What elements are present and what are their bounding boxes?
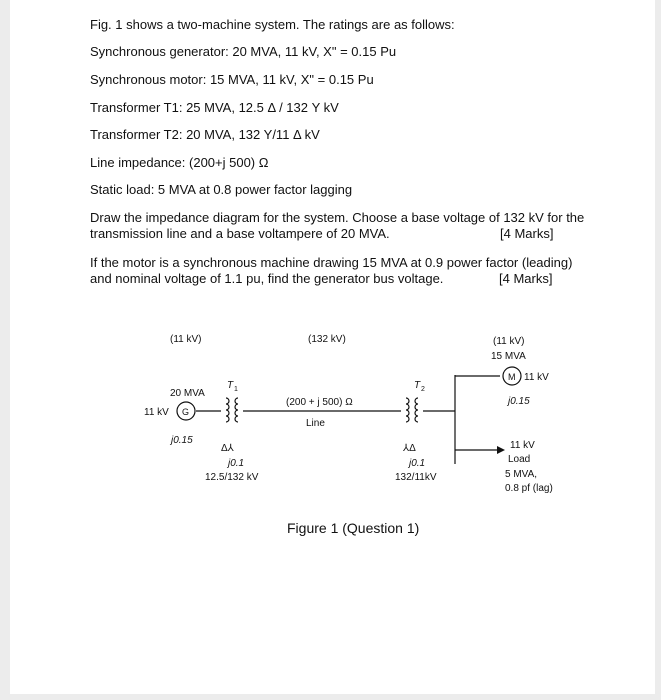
motor-rating: Synchronous motor: 15 MVA, 11 kV, X" = 0.15 Pu xyxy=(90,72,374,87)
t2-label: T xyxy=(414,380,421,391)
t1-primary-coil xyxy=(226,398,229,422)
load-kv: 11 kV xyxy=(510,440,535,451)
t2-ratio: 132/11kV xyxy=(395,472,437,483)
generator-symbol: G xyxy=(182,407,190,417)
section2-voltage: (132 kV) xyxy=(308,334,346,345)
figure-caption: Figure 1 (Question 1) xyxy=(287,520,420,536)
generator-reactance: j0.15 xyxy=(171,435,193,446)
static-load-rating: Static load: 5 MVA at 0.8 power factor lagging xyxy=(90,182,353,197)
t2-connection: ⅄Δ xyxy=(403,443,416,454)
load-pf: 0.8 pf (lag) xyxy=(505,483,553,494)
load-label: Load xyxy=(508,454,531,465)
transformer-t2-rating: Transformer T2: 20 MVA, 132 Y/11 Δ kV xyxy=(90,127,320,142)
part-b-text-line1: If the motor is a synchronous machine drawing 15 MVA at 0.9 power factor (leading) xyxy=(90,255,573,270)
load-mva: 5 MVA, xyxy=(505,469,538,480)
motor-mva: 15 MVA xyxy=(491,351,526,362)
t2-primary-coil xyxy=(406,398,409,422)
section1-voltage: (11 kV) xyxy=(170,334,202,345)
t1-connection: Δ⅄ xyxy=(221,443,234,454)
line-impedance-rating: Line impedance: (200+j 500) Ω xyxy=(90,155,269,170)
part-a-marks: [4 Marks] xyxy=(500,226,554,241)
line-label: Line xyxy=(306,418,325,429)
part-a-text-line1: Draw the impedance diagram for the system. Choose a base voltage of 132 kV for the xyxy=(90,210,585,225)
intro-text: Fig. 1 shows a two-machine system. The ratings are as follows: xyxy=(90,17,455,32)
motor-kv: 11 kV xyxy=(524,372,549,383)
line-impedance: (200 + j 500) Ω xyxy=(286,397,353,408)
part-b-text-line2: and nominal voltage of 1.1 pu, find the generator bus voltage. xyxy=(90,271,444,286)
motor-reactance: j0.15 xyxy=(508,396,530,407)
motor-symbol: M xyxy=(508,372,516,382)
generator-mva: 20 MVA xyxy=(170,388,205,399)
generator-kv: 11 kV xyxy=(144,407,169,418)
t1-reactance: j0.1 xyxy=(228,458,245,469)
t1-subscript: 1 xyxy=(234,386,238,393)
t2-secondary-coil xyxy=(415,398,418,422)
section3-voltage: (11 kV) xyxy=(493,336,525,347)
part-b-marks: [4 Marks] xyxy=(499,271,553,286)
t1-secondary-coil xyxy=(235,398,238,422)
t2-subscript: 2 xyxy=(421,386,425,393)
t1-label: T xyxy=(227,380,234,391)
generator-rating: Synchronous generator: 20 MVA, 11 kV, X" = 0.15 Pu xyxy=(90,44,397,59)
t1-ratio: 12.5/132 kV xyxy=(205,472,259,483)
load-arrow-icon xyxy=(497,446,505,454)
transformer-t1-rating: Transformer T1: 25 MVA, 12.5 Δ / 132 Y kV xyxy=(90,100,339,115)
part-a-text-line2: transmission line and a base voltampere of 20 MVA. xyxy=(90,226,390,241)
t2-reactance: j0.1 xyxy=(409,458,426,469)
